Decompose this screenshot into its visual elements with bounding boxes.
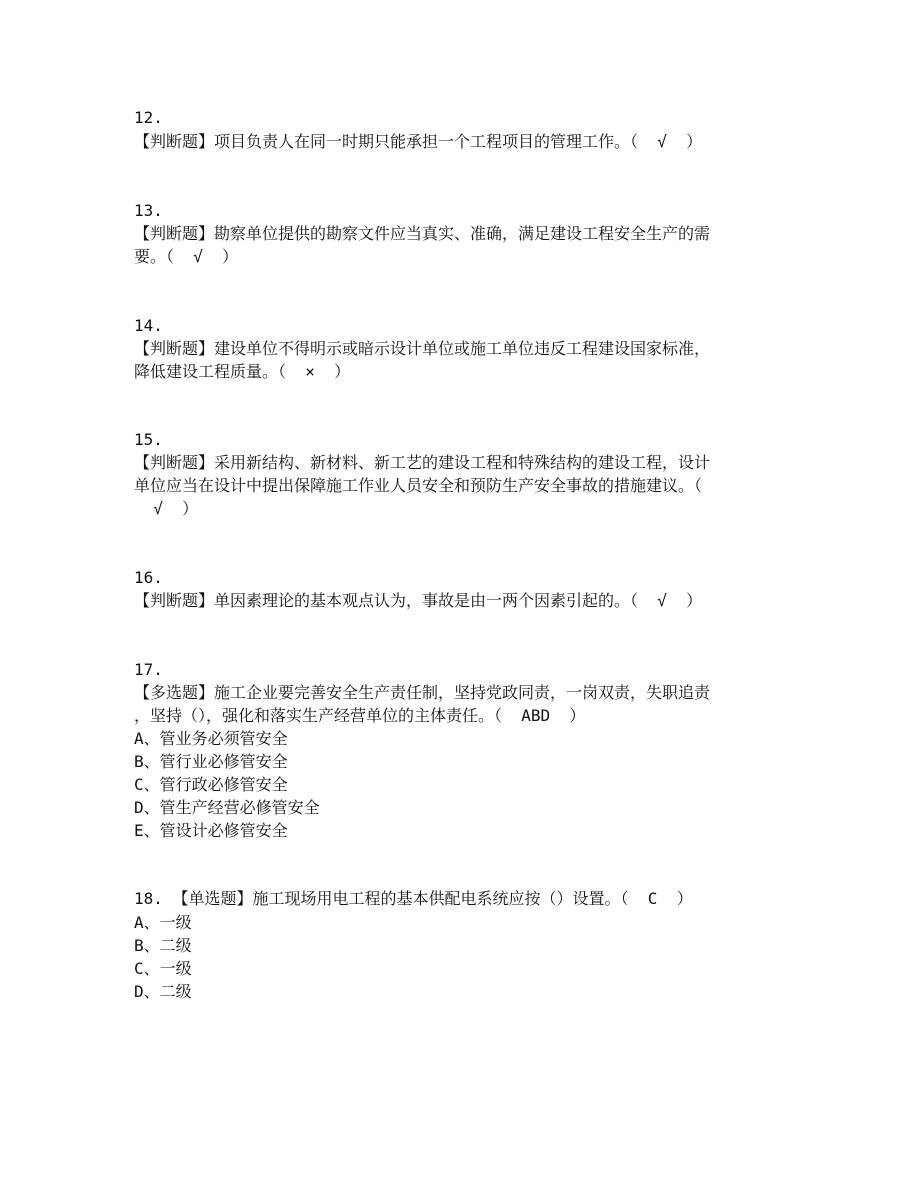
question-text: √ ） <box>134 499 199 518</box>
question-text: 【多选题】施工企业要完善安全生产责任制，坚持党政同责，一岗双责，失职追责 <box>134 683 711 702</box>
question-text: 降低建设工程质量。（ × ） <box>134 362 351 381</box>
answer-option: A、管业务必须管安全 <box>134 729 288 748</box>
question-number: 15. <box>134 430 163 449</box>
answer-option: C、管行政必修管安全 <box>134 775 288 794</box>
answer-option: E、管设计必修管安全 <box>134 821 288 840</box>
question-number: 13. <box>134 201 163 220</box>
question-text: 【判断题】单因素理论的基本观点认为，事故是由一两个因素引起的。（ √ ） <box>134 591 703 610</box>
question-number: 14. <box>134 316 163 335</box>
question-text: 【判断题】采用新结构、新材料、新工艺的建设工程和特殊结构的建设工程，设计 <box>134 453 711 472</box>
question-text: 【判断题】建设单位不得明示或暗示设计单位或施工单位违反工程建设国家标准， <box>134 339 711 358</box>
question-number: 17. <box>134 660 163 679</box>
answer-option: A、一级 <box>134 913 192 932</box>
answer-option: B、管行业必修管安全 <box>134 752 288 771</box>
question-text: ，坚持（），强化和落实生产经营单位的主体责任。（ ABD ） <box>134 706 586 725</box>
question-text: 18. 【单选题】施工现场用电工程的基本供配电系统应按（）设置。（ C ） <box>134 889 693 908</box>
answer-option: C、一级 <box>134 959 192 978</box>
question-number: 12. <box>134 108 163 127</box>
answer-option: D、管生产经营必修管安全 <box>134 798 320 817</box>
question-text: 【判断题】勘察单位提供的勘察文件应当真实、准确，满足建设工程安全生产的需 <box>134 224 711 243</box>
answer-option: D、二级 <box>134 982 192 1001</box>
question-text: 单位应当在设计中提出保障施工作业人员安全和预防生产安全事故的措施建议。（ <box>134 476 703 495</box>
answer-option: B、二级 <box>134 936 192 955</box>
question-text: 要。（ √ ） <box>134 247 239 266</box>
question-text: 【判断题】项目负责人在同一时期只能承担一个工程项目的管理工作。（ √ ） <box>134 132 703 151</box>
question-number: 16. <box>134 568 163 587</box>
